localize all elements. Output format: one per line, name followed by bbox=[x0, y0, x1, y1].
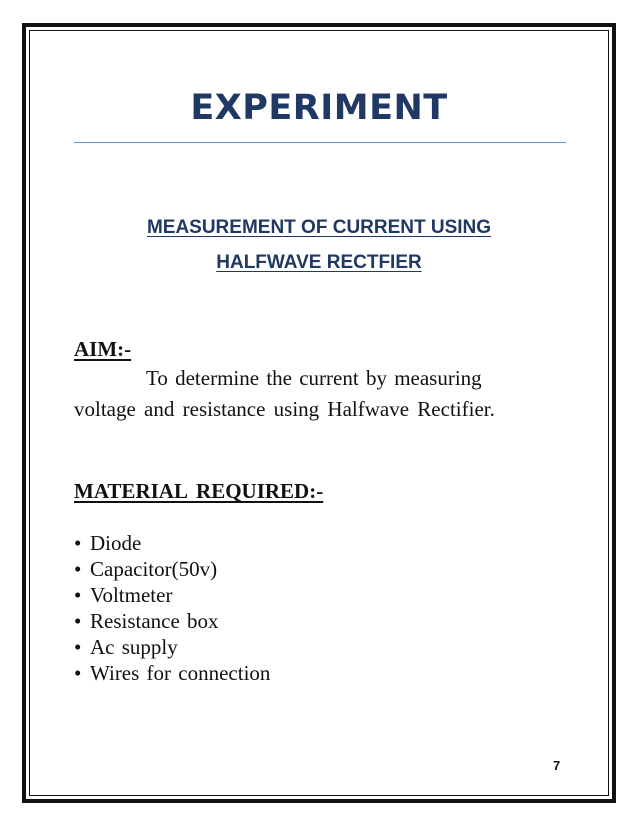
list-item bbox=[74, 660, 270, 686]
list-item bbox=[74, 634, 270, 660]
bullet-icon: • bbox=[74, 531, 82, 555]
subtitle-line-1: MEASUREMENT OF CURRENT USING bbox=[146, 217, 492, 238]
page-number: 7 bbox=[553, 758, 561, 773]
list-item-label: Ac supply bbox=[90, 635, 178, 659]
page-title: EXPERIMENT bbox=[190, 88, 448, 128]
list-item-label: Capacitor(50v) bbox=[90, 557, 218, 581]
list-item bbox=[74, 608, 270, 634]
bullet-icon: • bbox=[74, 661, 82, 685]
bullet-icon: • bbox=[74, 583, 82, 607]
list-item-label: Diode bbox=[90, 531, 142, 555]
list-item-label: Resistance box bbox=[90, 609, 219, 633]
list-item bbox=[74, 582, 270, 608]
aim-text-line-1: To determine the current by measuring bbox=[146, 366, 482, 390]
list-item-label: Voltmeter bbox=[90, 583, 173, 607]
list-item-label: Wires for connection bbox=[90, 661, 271, 685]
list-item bbox=[74, 530, 270, 556]
aim-heading: AIM:- bbox=[74, 337, 132, 361]
bullet-icon: • bbox=[74, 609, 82, 633]
subtitle-line-2: HALFWAVE RECTFIER bbox=[216, 252, 422, 273]
list-item bbox=[74, 556, 270, 582]
bullet-icon: • bbox=[74, 635, 82, 659]
bullet-icon: • bbox=[74, 557, 82, 581]
materials-list bbox=[74, 530, 270, 686]
aim-text-line-2: voltage and resistance using Halfwave Rectifier. bbox=[74, 397, 495, 421]
title-divider bbox=[74, 142, 566, 143]
materials-heading: MATERIAL REQUIRED:- bbox=[74, 479, 324, 503]
